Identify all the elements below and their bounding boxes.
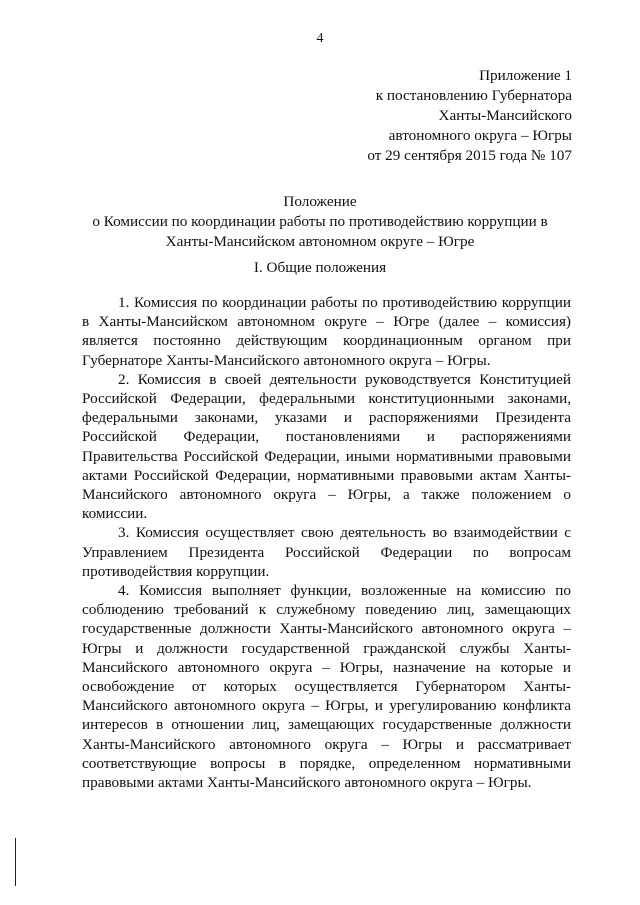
appendix-line: от 29 сентября 2015 года № 107 — [367, 147, 572, 164]
title-line: Ханты-Мансийском автономном округе – Югре — [165, 233, 475, 250]
appendix-line: автономного округа – Югры — [388, 127, 572, 144]
title-line: о Комиссии по координации работы по противодействию коррупции в — [92, 213, 548, 230]
page-number: 4 — [316, 31, 324, 46]
appendix-line: Приложение 1 — [479, 67, 572, 84]
appendix-line: Ханты-Мансийского — [438, 107, 572, 124]
paragraph-4: 4. Комиссия выполняет функции, возложенные на комиссию по соблюдению требований к служебному поведению лиц, замещающих государственные должности Ханты-Мансийского автономного округа – Югры и должности государственной гражданской службы Ханты-Мансийского автономного округа – Югры, назначение на которые и освобождение от которых осуществляется Губернатором Ханты-Мансийского автономного округа – Югры, и урегулированию конфликта интересов в отношении лиц, замещающих государственные должности Ханты-Мансийского автономного округа – Югры и рассматривает соответствующие вопросы в порядке, определенном нормативными правовыми актами Ханты-Мансийского автономного округа – Югры. — [82, 582, 571, 792]
paragraph-2: 2. Комиссия в своей деятельности руководствуется Конституцией Российской Федерации, федеральными конституционными законами, федеральными законами, указами и распоряжениями Президента Российской Федерации, постановлениями и распоряжениями Правительства Российской Федерации, иными нормативными правовыми актами Российской Федерации, нормативными правовыми актам Ханты-Мансийского автономного округа – Югры, а также положением о комиссии. — [82, 370, 571, 523]
document-body — [82, 293, 571, 792]
paragraph-1: 1. Комиссия по координации работы по противодействию коррупции в Ханты-Мансийском автономном округе – Югре (далее – комиссия) является постоянно действующим координационным органом при Губернаторе Ханты-Мансийского автономного округа – Югры. — [82, 294, 571, 369]
section-heading: I. Общие положения — [253, 259, 387, 276]
paragraph-3: 3. Комиссия осуществляет свою деятельность во взаимодействии с Управлением Президента Российской Федерации по вопросам противодействия коррупции. — [82, 524, 571, 580]
appendix-line: к постановлению Губернатора — [375, 87, 572, 104]
title-line: Положение — [283, 193, 357, 210]
scan-margin-line — [15, 838, 16, 886]
appendix-reference-block — [367, 66, 572, 166]
document-title — [60, 192, 580, 252]
